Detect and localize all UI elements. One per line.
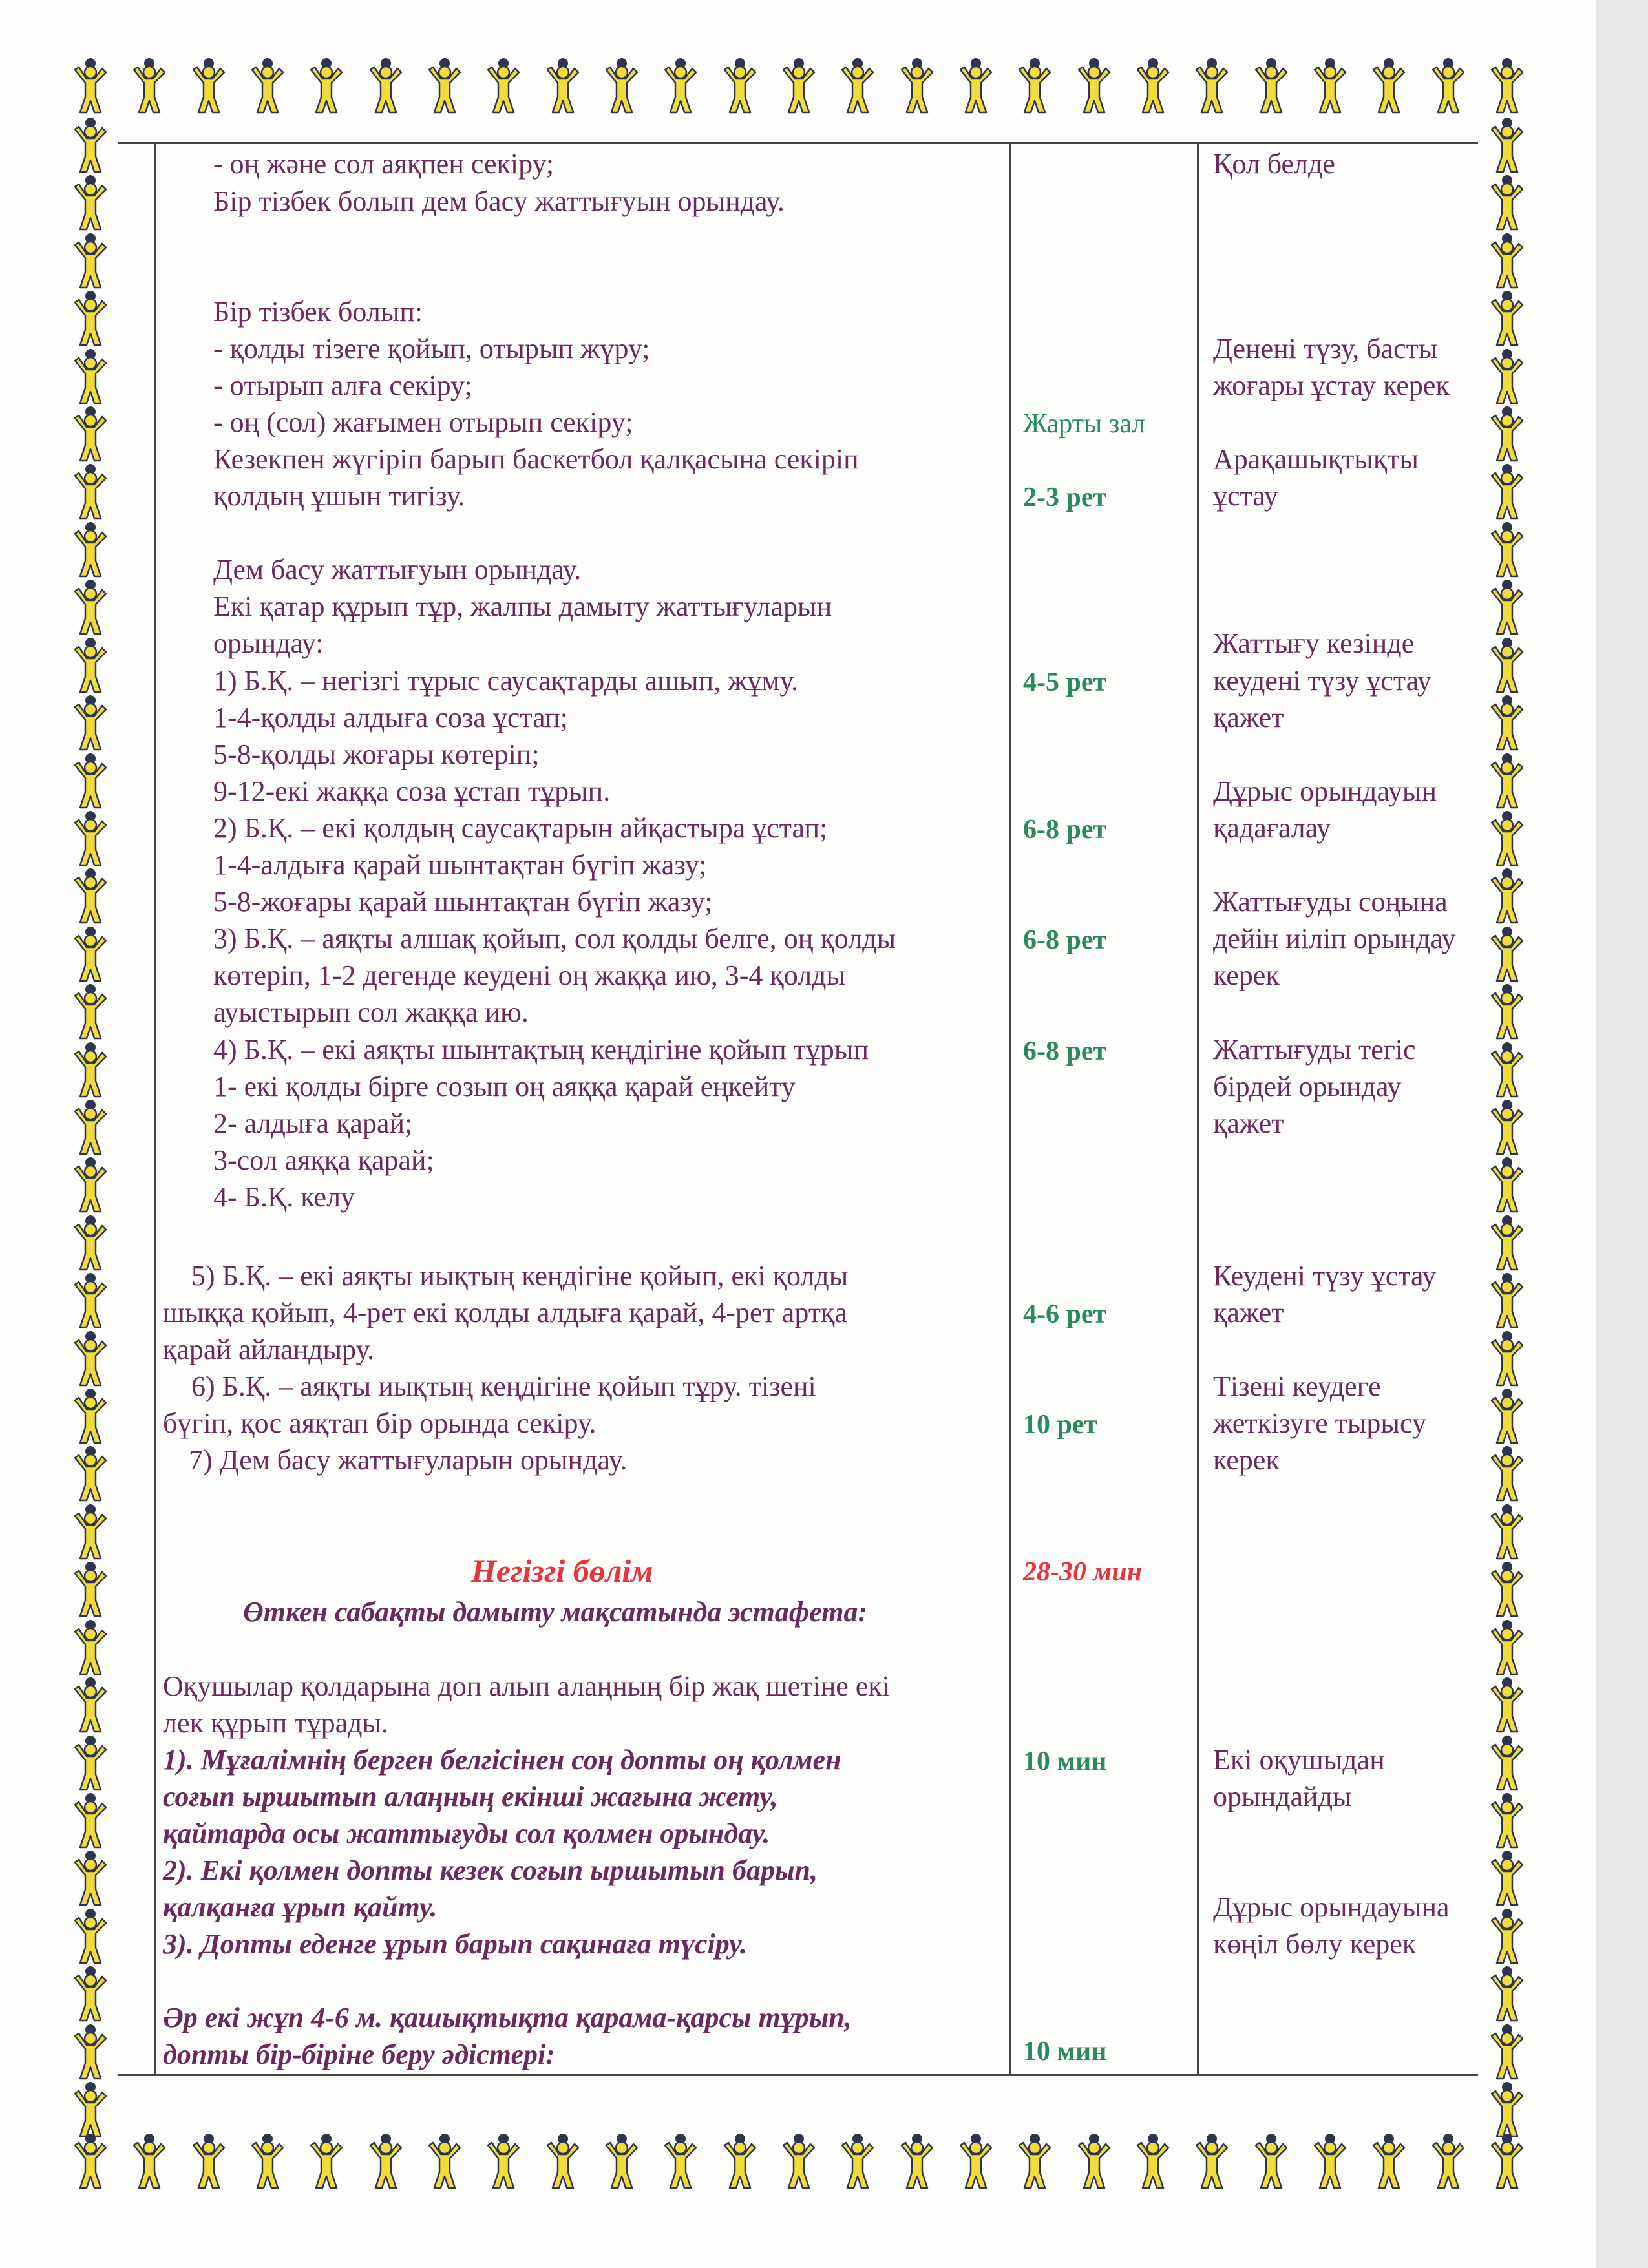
child-figure-icon: [1309, 57, 1351, 116]
content-line: - қолды тізеге қойып, отырып жүру;: [213, 333, 650, 364]
child-figure-icon: [896, 2132, 938, 2192]
child-figure-icon: [1251, 2132, 1292, 2192]
child-figure-icon: [1486, 289, 1528, 349]
child-figure-icon: [1486, 521, 1528, 580]
dosage-cell: 10 мин: [1023, 2037, 1107, 2066]
table-col-rule-1: [1009, 142, 1011, 2076]
note-line: Жаттығуды тегіс: [1213, 1034, 1416, 1066]
content-line: допты бір-біріне беру әдістері:: [163, 2039, 555, 2070]
child-figure-icon: [70, 867, 111, 927]
child-figure-icon: [70, 174, 111, 233]
content-line: 7) Дем басу жаттығуларын орындау.: [189, 1444, 628, 1476]
content-line: қалқанға ұрып қайту.: [163, 1891, 438, 1923]
note-line: дейін иіліп орындау: [1213, 923, 1456, 954]
child-figure-icon: [70, 1965, 111, 2024]
child-figure-icon: [70, 1041, 111, 1100]
child-figure-icon: [1428, 57, 1469, 116]
dosage-cell: 10 рет: [1023, 1410, 1098, 1440]
child-figure-icon: [1368, 57, 1410, 116]
note-line: Кеудені түзу ұстау: [1213, 1260, 1437, 1292]
child-figure-icon: [70, 348, 111, 407]
child-figure-icon: [70, 2023, 111, 2083]
note-line: жоғары ұстау керек: [1213, 370, 1450, 401]
note-line: керек: [1213, 1444, 1280, 1476]
child-figure-icon: [247, 2132, 288, 2192]
child-figure-icon: [70, 2081, 111, 2140]
content-line: Бір тізбек болып:: [213, 296, 423, 328]
child-figure-icon: [70, 925, 111, 985]
content-line: 2) Б.Қ. – екі қолдың саусақтарын айқастыра ұстап;: [213, 812, 828, 844]
note-line: керек: [1213, 960, 1280, 991]
child-figure-icon: [70, 1503, 111, 1562]
child-figure-icon: [1486, 348, 1528, 407]
child-figure-icon: [1486, 232, 1528, 291]
child-figure-icon: [70, 1330, 111, 1389]
content-line: қарай айландыру.: [163, 1334, 375, 1365]
child-figure-icon: [1486, 174, 1528, 233]
content-line: орындау:: [213, 627, 324, 659]
note-line: бірдей орындау: [1213, 1071, 1402, 1102]
child-figure-icon: [70, 1445, 111, 1504]
child-figure-icon: [424, 57, 465, 116]
child-figure-icon: [955, 57, 997, 116]
content-line: Кезекпен жүгіріп барып баскетбол қалқасына секіріп: [213, 443, 859, 475]
content-line: 1-4-қолды алдыға соза ұстап;: [213, 702, 568, 733]
child-figure-icon: [70, 289, 111, 349]
dosage-cell: 6-8 рет: [1023, 925, 1107, 955]
note-line: Арақашықтықты: [1213, 443, 1419, 475]
content-line: 4- Б.Қ. келу: [213, 1181, 355, 1213]
note-line: Жаттығу кезінде: [1213, 627, 1415, 659]
child-figure-icon: [1486, 1792, 1528, 1851]
content-line: соғып ыршытып алаңның екінші жағына жету,: [163, 1781, 778, 1812]
child-figure-icon: [129, 2132, 170, 2192]
child-figure-icon: [837, 2132, 878, 2192]
content-line: Оқушылар қолдарына доп алып алаңның бір жақ шетіне екі: [163, 1670, 890, 1702]
scan-edge: [1596, 0, 1648, 2268]
note-line: Дұрыс орындауын: [1213, 775, 1437, 807]
child-figure-icon: [1486, 1330, 1528, 1389]
content-line: лек құрып тұрады.: [163, 1707, 389, 1739]
child-figure-icon: [1486, 57, 1528, 116]
child-figure-icon: [1486, 636, 1528, 696]
note-line: Дұрыс орындауына: [1213, 1891, 1450, 1923]
child-figure-icon: [1073, 57, 1115, 116]
child-figure-icon: [1309, 2132, 1351, 2192]
child-figure-icon: [1486, 810, 1528, 869]
child-figure-icon: [70, 694, 111, 753]
child-figure-icon: [660, 57, 701, 116]
child-figure-icon: [1486, 1041, 1528, 1100]
note-line: Денені түзу, басты: [1213, 333, 1438, 364]
content-line: 2). Екі қолмен допты кезек соғып ыршытып барып,: [163, 1854, 818, 1886]
child-figure-icon: [1486, 867, 1528, 927]
child-figure-icon: [1486, 1849, 1528, 1909]
child-figure-icon: [955, 2132, 997, 2192]
note-line: Екі оқушыдан: [1213, 1744, 1385, 1776]
child-figure-icon: [1191, 2132, 1232, 2192]
child-figure-icon: [70, 1849, 111, 1909]
dosage-cell: 6-8 рет: [1023, 815, 1107, 845]
content-line: - оң және сол аяқпен секіру;: [213, 148, 555, 180]
child-figure-icon: [70, 1156, 111, 1215]
child-figure-icon: [70, 232, 111, 291]
content-line: - оң (сол) жағымен отырып секіру;: [213, 406, 633, 438]
content-line: 1-4-алдыға қарай шынтақтан бүгіп жазу;: [213, 849, 707, 881]
child-figure-icon: [70, 752, 111, 812]
note-line: Тізені кеудеге: [1213, 1370, 1381, 1402]
child-figure-icon: [365, 2132, 407, 2192]
child-figure-icon: [70, 1272, 111, 1331]
note-line: көңіл бөлу керек: [1213, 1928, 1417, 1960]
content-line: 3) Б.Қ. – аяқты алшақ қойып, сол қолды белге, оң қолды: [213, 923, 896, 954]
child-figure-icon: [306, 2132, 347, 2192]
content-line: Дем басу жаттығуын орындау.: [213, 554, 582, 585]
child-figure-icon: [70, 57, 111, 116]
table-top-rule: [118, 142, 1478, 144]
child-figure-icon: [70, 1387, 111, 1447]
child-figure-icon: [70, 1098, 111, 1158]
child-figure-icon: [70, 1907, 111, 1967]
child-figure-icon: [129, 57, 170, 116]
child-figure-icon: [1486, 1734, 1528, 1794]
content-line: 1) Б.Қ. – негізгі тұрыс саусақтарды ашып, жұму.: [213, 665, 798, 697]
content-line: 3-сол аяққа қарай;: [213, 1144, 434, 1176]
note-line: Қол белде: [1213, 148, 1335, 180]
child-figure-icon: [483, 2132, 524, 2192]
child-figure-icon: [1368, 2132, 1410, 2192]
child-figure-icon: [1486, 1965, 1528, 2024]
note-line: кеудені түзу ұстау: [1213, 665, 1431, 697]
child-figure-icon: [70, 1560, 111, 1620]
dosage-cell-section: 28-30 мин: [1023, 1557, 1142, 1587]
child-figure-icon: [424, 2132, 465, 2192]
dosage-cell: 6-8 рет: [1023, 1036, 1107, 1066]
child-figure-icon: [1251, 57, 1292, 116]
content-line: - отырып алға секіру;: [213, 370, 472, 401]
dosage-cell: 10 мин: [1023, 1747, 1107, 1776]
child-figure-icon: [306, 57, 347, 116]
content-line: Екі қатар құрып тұр, жалпы дамыту жаттығуларын: [213, 591, 832, 622]
child-figure-icon: [896, 57, 938, 116]
child-figure-icon: [70, 2132, 111, 2192]
content-line: Бір тізбек болып дем басу жаттығуын орындау.: [213, 185, 785, 217]
child-figure-icon: [1486, 1619, 1528, 1678]
note-line: орындайды: [1213, 1781, 1352, 1812]
child-figure-icon: [70, 1214, 111, 1274]
child-figure-icon: [1486, 1445, 1528, 1504]
child-figure-icon: [837, 57, 878, 116]
child-figure-icon: [719, 57, 761, 116]
child-figure-icon: [1486, 405, 1528, 465]
table-col-rule-2: [1197, 142, 1199, 2076]
dosage-cell: Жарты зал: [1023, 409, 1146, 439]
child-figure-icon: [1191, 57, 1232, 116]
content-line: 5) Б.Қ. – екі аяқты иықтың кеңдігіне қойып, екі қолды: [191, 1260, 849, 1292]
child-figure-icon: [70, 463, 111, 522]
child-figure-icon: [1486, 116, 1528, 176]
child-figure-icon: [1486, 463, 1528, 522]
content-line: қайтарда осы жаттығуды сол қолмен орындау.: [163, 1818, 770, 1849]
child-figure-icon: [1486, 1907, 1528, 1967]
child-figure-icon: [1132, 57, 1174, 116]
content-line: қолдың ұшын тигізу.: [213, 480, 465, 512]
child-figure-icon: [778, 57, 819, 116]
child-figure-icon: [70, 1734, 111, 1794]
content-line: 5-8-қолды жоғары көтеріп;: [213, 739, 540, 770]
child-figure-icon: [1486, 1503, 1528, 1562]
section-subtitle: Өткен сабақты дамыту мақсатында эстафета:: [243, 1596, 868, 1628]
note-line: қажет: [1213, 702, 1284, 733]
content-line: 3). Допты еденге ұрып барып сақинаға түсіру.: [163, 1928, 747, 1960]
child-figure-icon: [1486, 578, 1528, 638]
content-line: шыққа қойып, 4-рет екі қолды алдыға қарай, 4-рет артқа: [163, 1297, 847, 1328]
section-title: Негізгі бөлім: [471, 1553, 653, 1589]
child-figure-icon: [247, 57, 288, 116]
child-figure-icon: [1486, 925, 1528, 985]
dosage-cell: 4-6 рет: [1023, 1299, 1107, 1329]
child-figure-icon: [542, 2132, 584, 2192]
child-figure-icon: [1486, 694, 1528, 753]
child-figure-icon: [1486, 752, 1528, 812]
child-figure-icon: [778, 2132, 819, 2192]
child-figure-icon: [70, 810, 111, 869]
child-figure-icon: [1486, 1156, 1528, 1215]
note-line: қадағалау: [1213, 812, 1331, 844]
child-figure-icon: [1486, 1560, 1528, 1620]
child-figure-icon: [1486, 2081, 1528, 2140]
note-line: жеткізуге тырысу: [1213, 1407, 1426, 1439]
child-figure-icon: [660, 2132, 701, 2192]
content-line: көтеріп, 1-2 дегенде кеудені оң жаққа ию, 3-4 қолды: [213, 960, 846, 991]
content-line: 2- алдыға қарай;: [213, 1108, 413, 1139]
child-figure-icon: [601, 57, 642, 116]
child-figure-icon: [542, 57, 584, 116]
child-figure-icon: [1486, 2023, 1528, 2083]
table-left-rule: [154, 142, 156, 2076]
table-bottom-rule: [118, 2074, 1478, 2076]
child-figure-icon: [601, 2132, 642, 2192]
child-figure-icon: [70, 521, 111, 580]
child-figure-icon: [365, 57, 407, 116]
child-figure-icon: [70, 578, 111, 638]
child-figure-icon: [1486, 1676, 1528, 1736]
content-line: ауыстырып сол жаққа ию.: [213, 996, 529, 1028]
note-line: қажет: [1213, 1108, 1284, 1139]
child-figure-icon: [1486, 1214, 1528, 1274]
dosage-cell: 2-3 рет: [1023, 483, 1107, 512]
child-figure-icon: [70, 1792, 111, 1851]
child-figure-icon: [1014, 57, 1055, 116]
dosage-cell: 4-5 рет: [1023, 667, 1107, 697]
child-figure-icon: [719, 2132, 761, 2192]
content-line: 9-12-екі жаққа соза ұстап тұрып.: [213, 775, 611, 807]
content-line: 1). Мұғалімнің берген белгісінен соң допты оң қолмен: [163, 1744, 841, 1776]
child-figure-icon: [70, 405, 111, 465]
note-line: ұстау: [1213, 480, 1278, 512]
content-line: 5-8-жоғары қарай шынтақтан бүгіп жазу;: [213, 886, 713, 918]
child-figure-icon: [1486, 2132, 1528, 2192]
child-figure-icon: [1014, 2132, 1055, 2192]
child-figure-icon: [188, 2132, 229, 2192]
child-figure-icon: [70, 636, 111, 696]
child-figure-icon: [70, 1619, 111, 1678]
content-line: 1- екі қолды бірге созып оң аяққа қарай еңкейту: [213, 1071, 796, 1102]
child-figure-icon: [483, 57, 524, 116]
child-figure-icon: [1486, 1272, 1528, 1331]
child-figure-icon: [1486, 1387, 1528, 1447]
content-line: бүгіп, қос аяқтап бір орында секіру.: [163, 1407, 597, 1439]
child-figure-icon: [1073, 2132, 1115, 2192]
child-figure-icon: [70, 1676, 111, 1736]
child-figure-icon: [70, 116, 111, 176]
content-line: 4) Б.Қ. – екі аяқты шынтақтың кеңдігіне қойып тұрып: [213, 1034, 869, 1066]
note-line: қажет: [1213, 1297, 1284, 1328]
child-figure-icon: [1486, 1098, 1528, 1158]
child-figure-icon: [188, 57, 229, 116]
content-line: Әр екі жұп 4-6 м. қашықтықта қарама-қарсы тұрып,: [163, 2002, 852, 2033]
child-figure-icon: [1486, 983, 1528, 1042]
content-line: 6) Б.Қ. – аяқты иықтың кеңдігіне қойып тұру. тізені: [191, 1370, 816, 1402]
child-figure-icon: [1428, 2132, 1469, 2192]
note-line: Жаттығуды соңына: [1213, 886, 1448, 918]
child-figure-icon: [1132, 2132, 1174, 2192]
child-figure-icon: [70, 983, 111, 1042]
